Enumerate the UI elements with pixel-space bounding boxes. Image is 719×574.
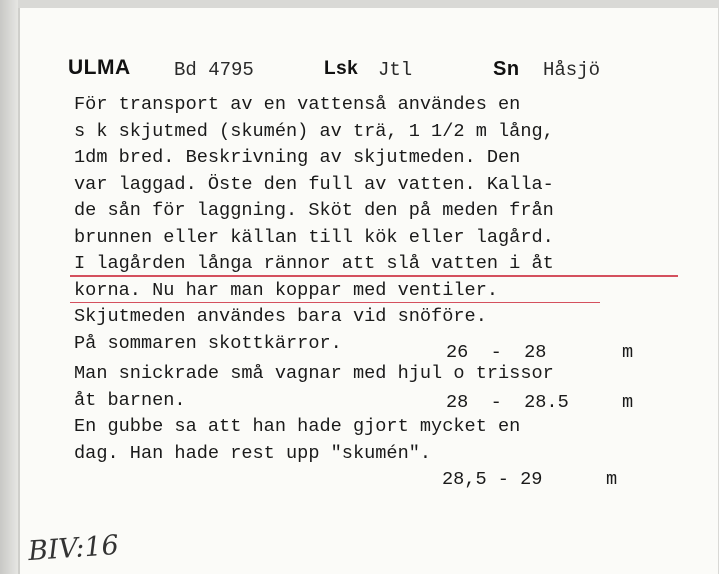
text-line: var laggad. Öste den full av vatten. Kalla- [74,173,554,195]
text-line: På sommaren skottkärror. [74,332,342,354]
text-line: de sån för laggning. Sköt den på meden från [74,200,554,221]
text-line: 1dm bred. Beskrivning av skjutmeden. Den [74,147,521,168]
card-header [68,56,668,86]
measure-row [74,331,684,363]
text-line: Skjutmeden användes bara vid snöföre. [74,306,487,327]
measure-row [74,388,684,415]
card-text [74,92,684,494]
card-edge [0,0,18,574]
text-line: dag. Han hade rest upp "skumén". [74,442,432,464]
volume-number: Bd 4795 [174,59,254,81]
province-value: Jtl [378,59,413,81]
handwritten-signature: BIV:16 [27,529,120,568]
underlined-line: I lagården långa rännor att slå vatten i åt [74,251,684,278]
measurement-unit: m [622,341,634,363]
text-line: Man snickrade små vagnar med hjul o trissor [74,363,554,384]
measurement-unit: m [606,469,618,490]
text-line: åt barnen. [74,389,186,411]
underlined-line: korna. Nu har man koppar med ventiler. [74,278,684,305]
text-line: En gubbe sa att han hade gjort mycket en [74,416,521,437]
text-line: brunnen eller källan till kök eller lagård. [74,226,554,248]
measurement-unit: m [622,391,634,413]
measurement-range: 28,5 - 29 [442,469,543,490]
parish-value: Håsjö [543,59,601,81]
measurement-range: 28 - 28.5 [446,391,569,413]
parish-label: Sn [493,58,520,80]
measurement-range: 26 - 28 [446,341,547,363]
archive-code: ULMA [68,56,131,79]
text-line: s k skjutmed (skumén) av trä, 1 1/2 m lång, [74,120,554,142]
text-line: För transport av en vattenså användes en [74,94,521,115]
measure-row [74,467,684,494]
province-label: Lsk [324,58,359,79]
